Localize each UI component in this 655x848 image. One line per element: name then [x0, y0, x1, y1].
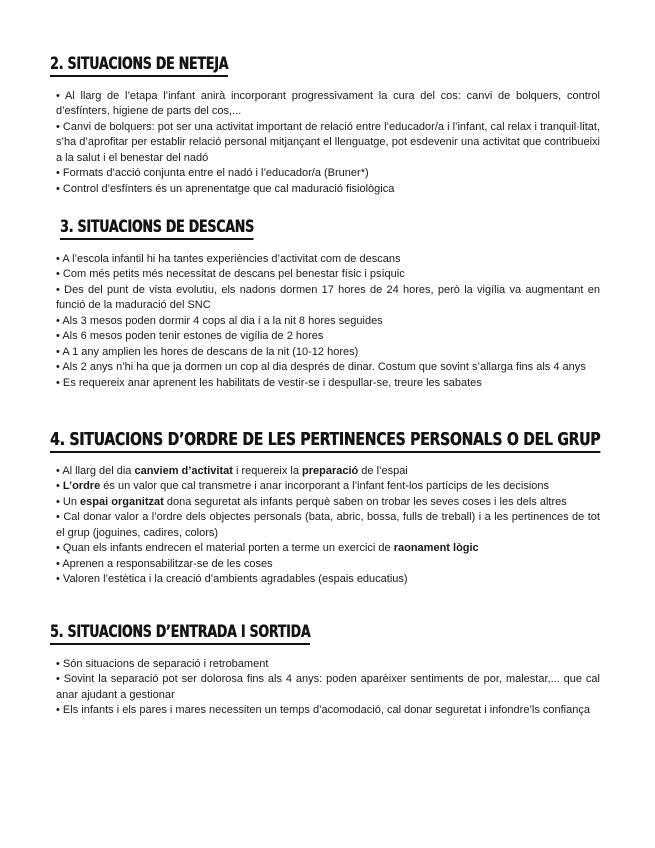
list-item	[56, 479, 600, 495]
item-text: Un	[62, 495, 81, 508]
list-item: • Són situacions de separació i retrobament	[56, 657, 600, 673]
bullet-list	[50, 464, 600, 588]
list-item: • Als 2 anys n’hi ha que ja dormen un cop al dia després de dinar. Costum que sovint s’allarga fins als 4 anys	[56, 360, 600, 376]
item-text: Al llarg del dia	[62, 464, 135, 477]
item-emphasis: espai organitzat	[80, 495, 164, 508]
section-descans	[50, 219, 600, 391]
section-title: 4. SITUACIONS D’ORDRE DE LES PERTINENCES PERSONALS O DEL GRUP	[50, 431, 600, 453]
list-item: • Formats d’acció conjunta entre el nadó i l’educador/a (Bruner*)	[56, 166, 600, 182]
list-item	[56, 495, 600, 511]
section-entrada-sortida	[50, 624, 600, 719]
section-title: 3. SITUACIONS DE DESCANS	[60, 219, 254, 240]
list-item: • Des del punt de vista evolutiu, els nadons dormen 17 hores de 24 hores, però la vigília va augmentant en funció de la maduració del SNC	[56, 283, 600, 314]
item-emphasis: canviem d’activitat	[134, 464, 233, 477]
list-item: • Com més petits més necessitat de descans pel benestar físic i psíquic	[56, 267, 600, 283]
item-text: Quan els infants endrecen el material porten a terme un exercici de	[62, 542, 394, 555]
item-emphasis: raonament lògic	[393, 542, 479, 555]
list-item: • Aprenen a responsabilitzar-se de les coses	[56, 557, 600, 573]
list-item: • Canvi de bolquers: pot ser una activitat important de relació entre l’educador/a i l’infant, cal relax i tranquil·litat, s’ha d’aprofitar per establir relació personal mitjançant el llenguatge, pot esdevenir una activitat que contribueixi a la salut i el benestar del nadó	[56, 120, 600, 167]
list-item: • Cal donar valor a l’ordre dels objectes personals (bata, abric, bossa, fulls de treball) i a les pertinences de tot el grup (joguines, cadires, colors)	[56, 510, 600, 541]
section-ordre	[50, 431, 600, 588]
list-item: • Als 3 mesos poden dormir 4 cops al dia i a la nit 8 hores seguides	[56, 314, 600, 330]
list-item: • A l’escola infantil hi ha tantes experiències d’activitat com de descans	[56, 252, 600, 268]
bullet-list	[50, 657, 600, 719]
item-emphasis: L’ordre	[62, 480, 101, 493]
list-item: • Control d’esfínters és un aprenentatge que cal maduració fisiològica	[56, 182, 600, 198]
item-text: i requereix la	[232, 464, 302, 477]
list-item: • Al llarg de l’etapa l’infant anirà incorporant progressivament la cura del cos: canvi de bolquers, control d’esfínters, higiene de parts del cos,...	[56, 89, 600, 120]
section-title: 5. SITUACIONS D’ENTRADA I SORTIDA	[50, 624, 310, 645]
list-item: • Es requereix anar aprenent les habilitats de vestir-se i despullar-se, treure les sabates	[56, 376, 600, 392]
list-item	[56, 464, 600, 480]
item-text: de l’espai	[358, 464, 408, 477]
list-item: • Als 6 mesos poden tenir estones de vigília de 2 hores	[56, 329, 600, 345]
bullet-list	[50, 252, 600, 392]
item-text: és un valor que cal transmetre i anar incorporant a l’infant fent-los partícips de les decisions	[100, 480, 550, 493]
item-emphasis: preparació	[302, 464, 359, 477]
list-item: • Valoren l’estètica i la creació d’ambients agradables (espais educatius)	[56, 572, 600, 588]
list-item: • A 1 any amplien les hores de descans de la nit (10-12 hores)	[56, 345, 600, 361]
bullet-list	[50, 89, 600, 198]
list-item: • Sovint la separació pot ser dolorosa fins als 4 anys: poden aparèixer sentiments de por, malestar,... que cal anar ajudant a gestionar	[56, 672, 600, 703]
list-item: • Els infants i els pares i mares necessiten un temps d’acomodació, cal donar seguretat i infondre’ls confiança	[56, 703, 600, 719]
section-neteja	[50, 56, 600, 197]
section-title: 2. SITUACIONS DE NETEJA	[50, 56, 228, 77]
list-item	[56, 541, 600, 557]
item-text: dona seguretat als infants perquè saben on trobar les seves coses i les dels altres	[163, 495, 567, 508]
